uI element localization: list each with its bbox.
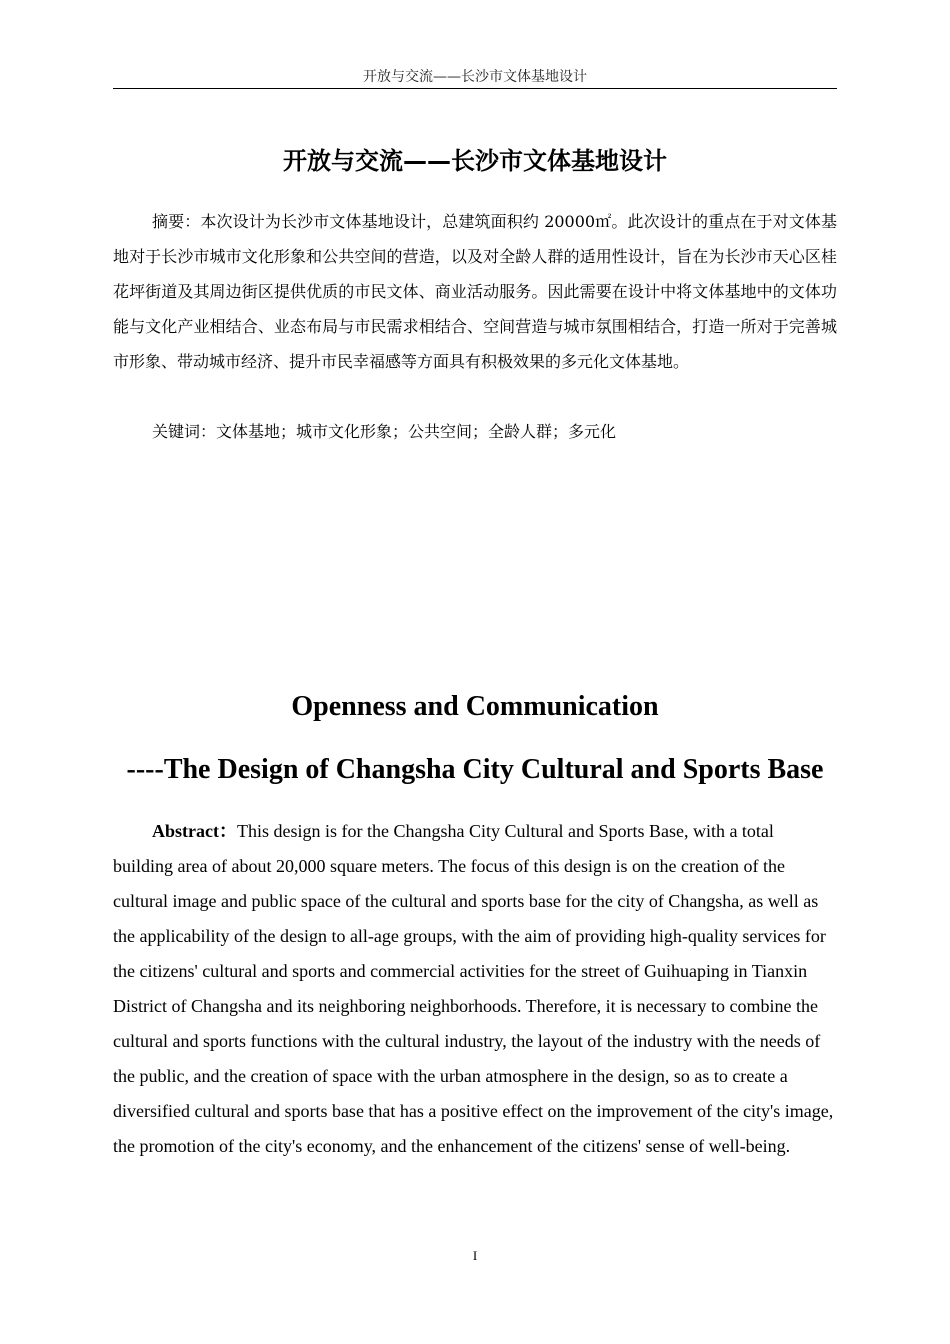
chinese-keywords [113,414,837,449]
running-header: 开放与交流——长沙市文体基地设计 [363,69,587,85]
chinese-abstract [113,204,837,379]
english-abstract-text: This design is for the Changsha City Cultural and Sports Base, with a total building area of about 20,000 square meters. The focus of this design is on the creation of the cultural image and public space of the cultural and sports base for the city of Changsha, as well as the applicability of the design to all-age groups, with the aim of providing high-quality services for the citizens' cultural and sports and commercial activities for the street of Guihuaping in Tianxin District of Changsha and its neighboring neighborhoods. Therefore, it is necessary to combine the cultural and sports functions with the cultural industry, the layout of the industry with the needs of the public, and the creation of space with the urban atmosphere in the design, so as to create a diversified cultural and sports base that has a positive effect on the improvement of the city's image, the promotion of the city's economy, and the enhancement of the citizens' sense of well-being. [113,821,834,1156]
english-title-line-2: ----The Design of Changsha City Cultural and Sports Base [126,754,824,785]
chinese-keywords-label: 关键词： [152,422,217,441]
chinese-abstract-text: 本次设计为长沙市文体基地设计，总建筑面积约 20000㎡。此次设计的重点在于对文体基地对于长沙市城市文化形象和公共空间的营造，以及对全龄人群的适用性设计，旨在为长沙市天心区桂花坪街道及其周边街区提供优质的市民文体、商业活动服务。因此需要在设计中将文体基地中的文体功能与文化产业相结合、业态布局与市民需求相结合、空间营造与城市氛围相结合，打造一所对于完善城市形象、带动城市经济、提升市民幸福感等方面具有积极效果的多元化文体基地。 [113,212,837,371]
chinese-abstract-label: 摘要： [152,212,201,231]
english-abstract-label: Abstract： [152,821,237,841]
header-divider [113,88,837,89]
chinese-keywords-text: 文体基地；城市文化形象；公共空间；全龄人群；多元化 [216,422,617,441]
chinese-title: 开放与交流——长沙市文体基地设计 [283,147,667,175]
page-number: I [472,1248,478,1263]
english-title-line-1: Openness and Communication [291,691,659,722]
english-abstract [113,814,837,1164]
